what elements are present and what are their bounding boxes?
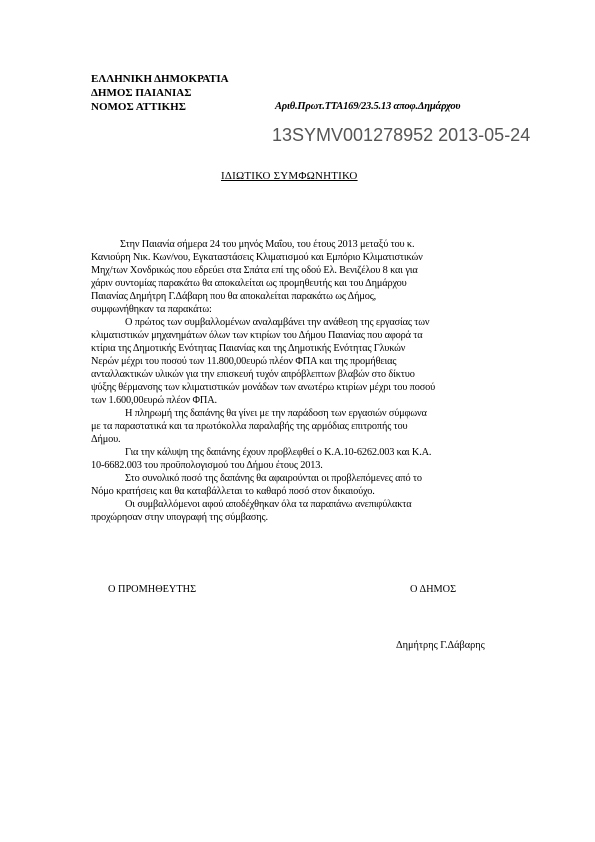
body-line: με τα παραστατικά και τα πρωτόκολλα παραλαβής της αρμόδιας επιτροπής του [91, 421, 408, 432]
body-line: κτίρια της Δημοτικής Ενότητας Παιανίας και της Δημοτικής Ενότητας Γλυκών [91, 343, 406, 354]
ada-code: 13SYMV001278952 2013-05-24 [272, 125, 531, 145]
mayor-name: Δημήτρης Γ.Δάβαρης [396, 640, 485, 651]
body-line: Για την κάλυψη της δαπάνης έχουν προβλεφθεί ο Κ.Α.10-6262.003 και Κ.Α. [125, 447, 432, 458]
supplier-signature-label: Ο ΠΡΟΜΗΘΕΥΤΗΣ [108, 584, 197, 595]
body-line: Ο πρώτος των συμβαλλομένων αναλαμβάνει την ανάθεση της εργασίας των [125, 317, 430, 328]
body-line: 10-6682.003 του προϋπολογισμού του Δήμου έτους 2013. [91, 460, 323, 471]
body-line: προχώρησαν στην υπογραφή της σύμβασης. [91, 512, 268, 523]
body-line: Οι συμβαλλόμενοι αφού αποδέχθηκαν όλα τα παραπάνω ανεπιφύλακτα [125, 499, 412, 510]
body-line: Μηχ/των Χονδρικώς που εδρεύει στα Σπάτα επί της οδού Ελ. Βενιζέλου 8 και για [91, 265, 418, 276]
header-country: ΕΛΛΗΝΙΚΗ ΔΗΜΟΚΡΑΤΙΑ [91, 73, 229, 85]
body-line: Νερών μέχρι του ποσού των 11.800,00ευρώ πλέον ΦΠΑ και της προμήθειας [91, 356, 397, 367]
protocol-number: Αριθ.Πρωτ.ΤΤΑ169/23.5.13 αποφ.Δημάρχου [275, 101, 461, 112]
body-line: των 1.600,00ευρώ πλέον ΦΠΑ. [91, 395, 217, 406]
header-municipality: ΔΗΜΟΣ ΠΑΙΑΝΙΑΣ [91, 87, 192, 99]
body-line: Νόμο κρατήσεις και θα καταβάλλεται το καθαρό ποσό στον δικαιούχο. [91, 486, 375, 497]
body-line: κλιματιστικών μηχανημάτων όλων των κτιρίων του Δήμου Παιανίας που αφορά τα [91, 330, 423, 341]
body-line: Παιανίας Δημήτρη Γ.Δάβαρη που θα αποκαλείται παρακάτω ως Δήμος, [91, 291, 377, 302]
body-line: Στο συνολικό ποσό της δαπάνης θα αφαιρούνται οι προβλεπόμενες από το [125, 473, 422, 484]
body-line: ανταλλακτικών υλικών για την επισκευή τυχόν απρόβλεπτων βλαβών στο δίκτυο [91, 369, 415, 380]
body-line: ψύξης θέρμανσης των κλιματιστικών μονάδων των ανωτέρω κτιρίων μέχρι του ποσού [91, 382, 436, 393]
body-line: χάριν συντομίας παρακάτω θα αποκαλείται ως προμηθευτής και του Δημάρχου [91, 278, 407, 289]
body-line: Κανιούρη Νικ. Κων/νου, Εγκαταστάσεις Κλιματισμού και Εμπόριο Κλιματιστικών [91, 252, 423, 263]
document-title: ΙΔΙΩΤΙΚΟ ΣΥΜΦΩΝΗΤΙΚΟ [221, 170, 358, 182]
body-line: συμφωνήθηκαν τα παρακάτω: [91, 304, 212, 315]
municipality-signature-label: Ο ΔΗΜΟΣ [410, 584, 457, 595]
body-line: Στην Παιανία σήμερα 24 του μηνός Μαΐου, του έτους 2013 μεταξύ του κ. [120, 239, 415, 250]
body-line: Η πληρωμή της δαπάνης θα γίνει με την παράδοση των εργασιών σύμφωνα [125, 408, 427, 419]
header-prefecture: ΝΟΜΟΣ ΑΤΤΙΚΗΣ [91, 101, 186, 113]
body-line: Δήμου. [91, 434, 121, 445]
